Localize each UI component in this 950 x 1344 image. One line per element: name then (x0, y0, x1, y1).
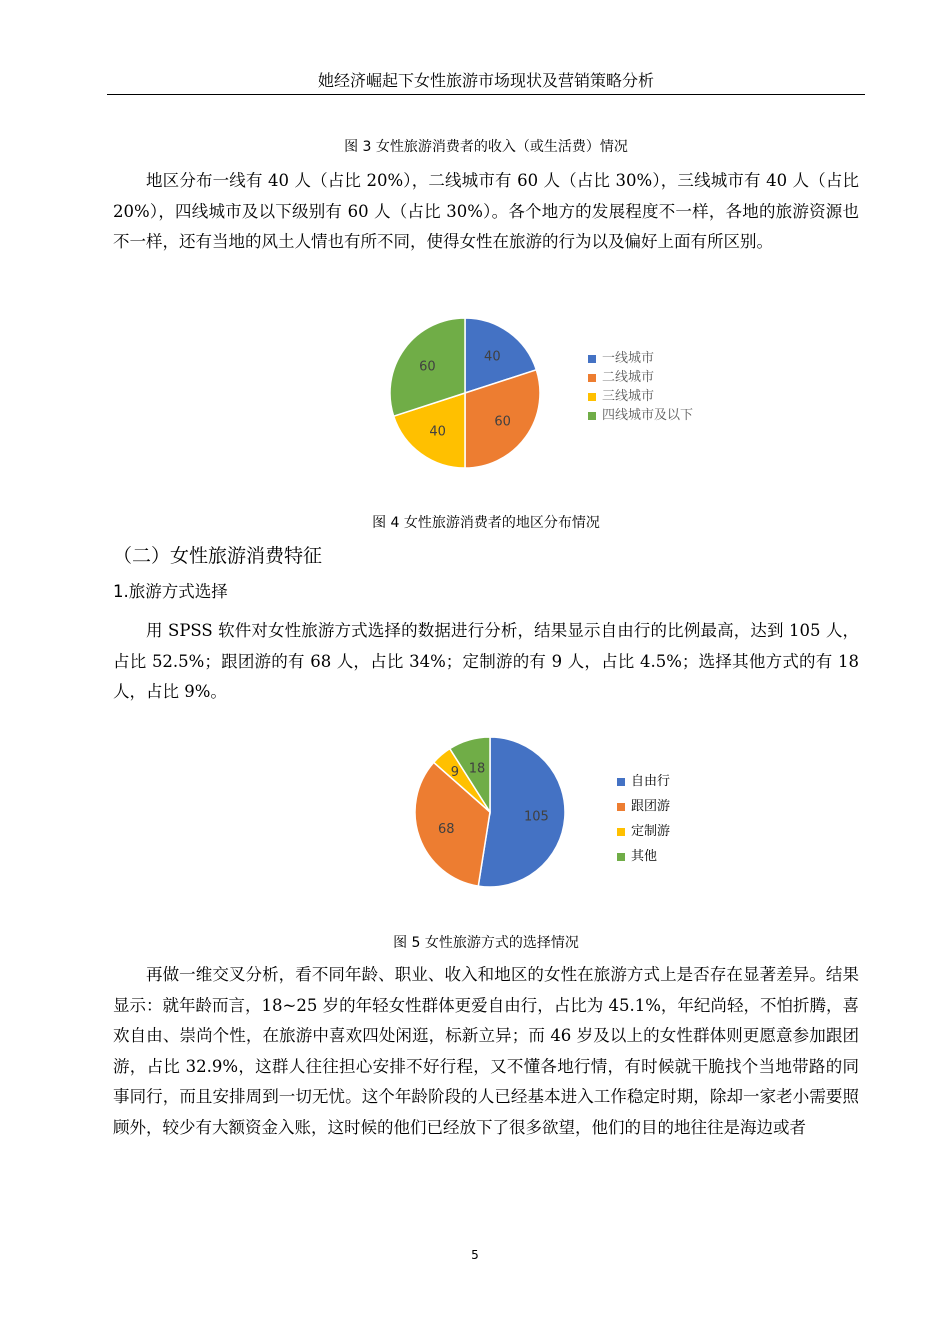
pie-data-label-1: 60 (494, 414, 511, 430)
pie-slice-0 (478, 737, 565, 887)
cross-analysis-paragraph: 再做一维交叉分析，看不同年龄、职业、收入和地区的女性在旅游方式上是否存在显著差异。结果显示：就年龄而言，18~25 岁的年轻女性群体更爱自由行，占比为 45.1%，年纪尚轻，不怕折腾，喜欢自由、崇尚个性，在旅游中喜欢四处闲逛，标新立异；而 46 岁及以上的女性群体则更愿意参加跟团游，占比 32.9%，这群人往往担心安排不好行程，又不懂各地行情，有时候就干脆找个当地带路的同事同行，而且安排周到一切无忧。这个年龄阶段的人已经基本进入工作稳定时期，除却一家老小需要照顾外，较少有大额资金入账，这时候的他们已经放下了很多欲望，他们的目的地往往是海边或者 (113, 965, 859, 1137)
pie-data-label-1: 68 (437, 821, 455, 837)
subsection-heading: 1.旅游方式选择 (113, 582, 228, 601)
legend-item-0 (617, 770, 670, 789)
legend-item-3 (617, 845, 657, 864)
legend-label-0: 一线城市 (602, 351, 655, 366)
legend-swatch-3 (588, 412, 596, 420)
legend-label-3: 四线城市及以下 (602, 408, 694, 423)
legend-swatch-3 (617, 853, 625, 861)
legend-swatch-1 (617, 803, 625, 811)
legend-label-3: 其他 (631, 849, 658, 864)
legend-label-2: 三线城市 (602, 389, 655, 404)
pie-data-label-3: 18 (468, 761, 486, 777)
legend-swatch-0 (588, 355, 596, 363)
pie-data-label-0: 40 (484, 349, 501, 365)
legend-item-1 (588, 366, 654, 385)
figure-5-caption: 图 5 女性旅游方式的选择情况 (393, 935, 579, 951)
pie-data-label-2: 40 (429, 424, 446, 440)
section-heading: （二）女性旅游消费特征 (113, 545, 323, 567)
legend-label-0: 自由行 (631, 774, 671, 789)
region-paragraph: 地区分布一线有 40 人（占比 20%），二线城市有 60 人（占比 30%），三线城市有 40 人（占比 20%），四线城市及以下级别有 60 人（占比 30%）。各个地方的发展程度不一样，各地的旅游资源也不一样，还有当地的风土人情也有所不同，使得女性在旅游的行为以及偏好上面有所区别。 (113, 171, 859, 251)
legend-item-3 (588, 404, 693, 423)
legend-label-2: 定制游 (631, 824, 671, 839)
pie-data-label-0: 105 (523, 809, 549, 825)
region-pie-chart (380, 308, 550, 478)
legend-item-2 (617, 820, 670, 839)
legend-swatch-2 (617, 828, 625, 836)
legend-label-1: 跟团游 (631, 799, 671, 814)
legend-label-1: 二线城市 (602, 370, 655, 385)
pie-data-label-3: 60 (419, 359, 436, 375)
figure-3-caption: 图 3 女性旅游消费者的收入（或生活费）情况 (344, 139, 628, 155)
legend-swatch-1 (588, 374, 596, 382)
page-header (107, 70, 865, 95)
legend-item-1 (617, 795, 670, 814)
legend-swatch-0 (617, 778, 625, 786)
pie-data-label-2: 9 (450, 764, 460, 780)
figure-4-caption: 图 4 女性旅游消费者的地区分布情况 (372, 515, 600, 531)
travel-mode-pie-chart (405, 727, 575, 897)
legend-item-2 (588, 385, 654, 404)
page-number: 5 (471, 1248, 479, 1262)
legend-item-0 (588, 347, 654, 366)
travel-mode-paragraph: 用 SPSS 软件对女性旅游方式选择的数据进行分析，结果显示自由行的比例最高，达到 105 人，占比 52.5%；跟团游的有 68 人，占比 34%；定制游的有 9 人，占比 4.5%；选择其他方式的有 18 人，占比 9%。 (113, 621, 859, 701)
legend-swatch-2 (588, 393, 596, 401)
page-header-title: 她经济崛起下女性旅游市场现状及营销策略分析 (317, 71, 654, 90)
